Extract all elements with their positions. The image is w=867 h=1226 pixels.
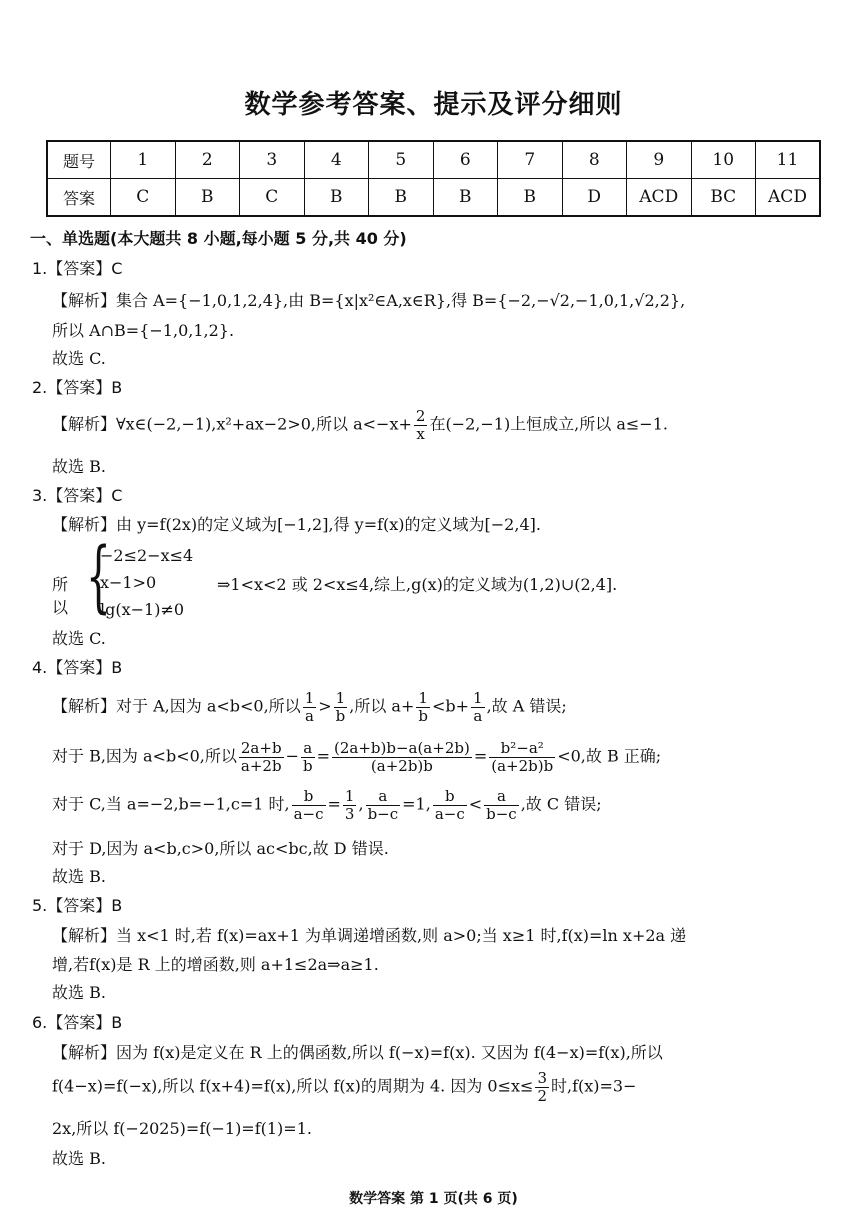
cell-answer: B (175, 179, 240, 217)
page-title: 数学参考答案、提示及评分细则 (244, 90, 623, 120)
q5-analysis-line: 【解析】当 x<1 时,若 f(x)=ax+1 为单调递增函数,则 a>0;当 x≥1 时,f(x)=ln x+2a 递 (52, 926, 687, 945)
cell-answer: D (562, 179, 627, 217)
q3-conclusion: 故选 C. (52, 629, 106, 648)
q6-analysis-line: 【解析】因为 f(x)是定义在 R 上的偶函数,所以 f(−x)=f(x). 又因为 f(4−x)=f(x),所以 (52, 1043, 663, 1062)
q4-option-c: 对于 C,当 a=−2,b=−1,c=1 时, $\frac{b}{a-c}$ = $\frac{1}{3}$ , $\frac{a}{b-c}$ =1, $\frac{b}{a-c}$ < $\frac{a}{b-c}$ ,故 C 错误; (52, 787, 602, 823)
cell-number: 2 (175, 141, 240, 179)
q3-answer: 3.【答案】C (32, 486, 123, 505)
q5-analysis-line: 增,若f(x)是 R 上的增函数,则 a+1≤2a⇒a≥1. (52, 955, 379, 974)
answer-table (46, 140, 821, 217)
cell-number: 1 (111, 141, 176, 179)
q5-conclusion: 故选 B. (52, 983, 106, 1002)
cell-number: 9 (627, 141, 692, 179)
q6-answer: 6.【答案】B (32, 1013, 123, 1032)
answer-row (47, 179, 820, 217)
q6-analysis-line: 2x,所以 f(−2025)=f(−1)=f(1)=1. (52, 1119, 312, 1138)
q3-sys-row: −2≤2−x≤4 (100, 546, 194, 565)
cell-answer: B (498, 179, 563, 217)
q2-conclusion: 故选 B. (52, 457, 106, 476)
q4-answer: 4.【答案】B (32, 658, 123, 677)
cell-number: 10 (691, 141, 756, 179)
cell-answer: ACD (756, 179, 821, 217)
q4-option-d: 对于 D,因为 a<b,c>0,所以 ac<bc,故 D 错误. (52, 839, 389, 858)
q5-answer: 5.【答案】B (32, 896, 123, 915)
cell-number: 6 (433, 141, 498, 179)
cell-answer: C (111, 179, 176, 217)
q4-option-b: 对于 B,因为 a<b<0,所以 $\frac{2a+b}{a+2b}$ − $\frac{a}{b}$ = $\frac{(2a+b)b-a(a+2b)}{(a+2b)b}$ = $\frac{\text{b²−a²}}{(a+2b)b}$ <0,故 B 正确; (52, 739, 662, 775)
q2-text: 【解析】∀x∈(−2,−1),x²+ax−2>0,所以 a<−x+ (52, 414, 412, 434)
q3-sys-row: lg(x−1)≠0 (100, 600, 185, 619)
cell-answer: BC (691, 179, 756, 217)
cell-number: 7 (498, 141, 563, 179)
page-footer: 数学答案 第 1 页(共 6 页) (349, 1191, 518, 1207)
q2-fraction: $\frac{2}{x}$ (415, 407, 426, 443)
brace-symbol: { (86, 532, 111, 622)
row-label-number: 题号 (47, 141, 111, 179)
cell-number: 3 (240, 141, 305, 179)
q2-text: 在(−2,−1)上恒成立,所以 a≤−1. (429, 414, 668, 434)
q3-sys-row: x−1>0 (100, 573, 157, 592)
q3-sys-rows (100, 542, 193, 623)
q6-conclusion: 故选 B. (52, 1149, 106, 1168)
q1-answer: 1.【答案】C (32, 259, 123, 278)
section-heading: 一、单选题(本大题共 8 小题,每小题 5 分,共 40 分) (30, 229, 407, 248)
q4-conclusion: 故选 B. (52, 867, 106, 886)
cell-number: 5 (369, 141, 434, 179)
cell-answer: C (240, 179, 305, 217)
q6-analysis-line: f(4−x)=f(−x),所以 f(x+4)=f(x),所以 f(x)的周期为 4. 因为 0≤x≤ $\frac{3}{2}$ 时,f(x)=3− (52, 1069, 637, 1105)
cell-number: 4 (304, 141, 369, 179)
cell-answer: B (304, 179, 369, 217)
q3-analysis-line: 【解析】由 y=f(2x)的定义域为[−1,2],得 y=f(x)的定义域为[−2,4]. (52, 515, 541, 534)
q1-conclusion: 故选 C. (52, 349, 106, 368)
q6-fraction: $\frac{3}{2}$ (537, 1069, 547, 1105)
q2-analysis-line (52, 408, 668, 442)
cell-number: 8 (562, 141, 627, 179)
cell-answer: ACD (627, 179, 692, 217)
q3-sys-label: 所以 (52, 575, 69, 617)
q3-sys-result: ⇒1<x<2 或 2<x≤4,综上,g(x)的定义域为(1,2)∪(2,4]. (217, 575, 618, 594)
cell-answer: B (433, 179, 498, 217)
q2-answer: 2.【答案】B (32, 378, 123, 397)
q1-analysis-line: 【解析】集合 A={−1,0,1,2,4},由 B={x|x²∈A,x∈R},得 B={−2,−√2,−1,0,1,√2,2}, (52, 291, 686, 310)
cell-answer: B (369, 179, 434, 217)
q1-analysis-line: 所以 A∩B={−1,0,1,2}. (52, 321, 235, 340)
row-label-answer: 答案 (47, 179, 111, 217)
cell-number: 11 (756, 141, 821, 179)
q4-option-a: 【解析】对于 A,因为 a<b<0,所以 $\frac{1}{a}$ > $\frac{1}{b}$ ,所以 a+ $\frac{1}{b}$ <b+ $\frac{1}{a}$ ,故 A 错误; (52, 689, 567, 725)
question-number-row (47, 141, 820, 179)
